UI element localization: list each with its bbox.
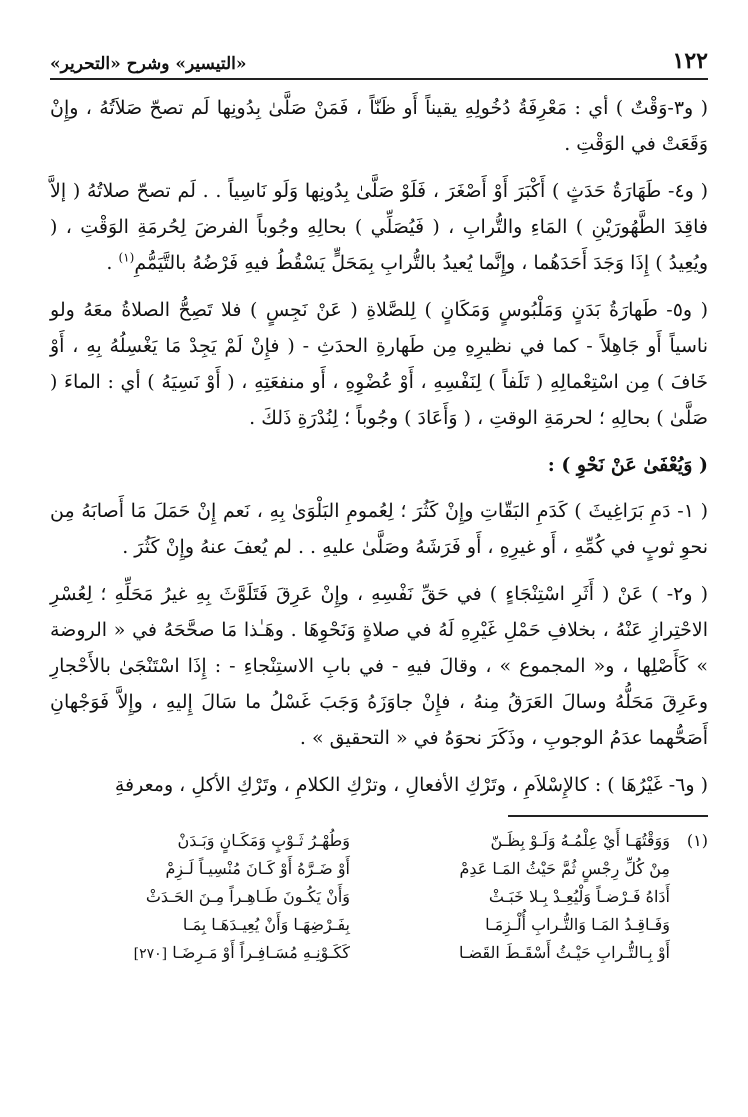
verse-line: وَطُهْـرُ ثَـوْبٍ وَمَكَـانٍ وَبَـدَنْ <box>177 831 350 850</box>
page-header <box>50 40 708 74</box>
footnote-number: (١) <box>686 831 708 850</box>
verse-line: مِنْ كُلِّ رِجْسٍ ثُمَّ حَيْثُ المَـا عَدِمْ <box>459 859 670 878</box>
paragraph-others: ( و٦- غَيْرُهَا ) : كالإِسْلاَمِ ، وتَرْكِ الأفعالِ ، وترْكِ الكلامِ ، وتَرْكِ الأكلِ ، ومعرفةِ <box>114 774 708 796</box>
header-rule <box>50 78 708 80</box>
verse-line-last <box>50 939 350 968</box>
verse-line: وَأَنْ يَكُـونَ طَـاهِـراً مِـنَ الحَـدَثْ <box>145 887 350 906</box>
paragraph-istinja-trace: ( و٢- ) عَنْ ( أَثَرِ اسْتِنْجَاءٍ ) في حَقِّ نَفْسِهِ ، وإِنْ عَرِقَ فَتَلَوَّثَ بِهِ غيرُ مَحَلِّهِ ؛ لِعُسْرِ الاحْتِرازِ عَنْهُ ، بخلافِ حَمْلِ غَيْرِهِ لَهُ في صلاةٍ وَنَحْوِهَا . وهَـٰذا مَا صحَّحَهُ في « الروضة » كَأَصْلِها ، و« المجموع » ، وقالَ فيهِ - في بابِ الاستِنْجاءِ - : إِذَا اسْتَنْجَىٰ بالأَحْجارِ وعَرِقَ مَحَلُّهُ وسالَ العَرَقُ مِنهُ ، فإِنْ جاوَزَهُ وَجَبَ غَسْلُ ما سَالَ إِليهِ ، وإِلاَّ فَوَجْهانِ أَصَحُّهما عدَمُ الوجوبِ ، وذَكَرَ نحوَهُ في « التحقيق » . <box>50 583 708 749</box>
footnote-reference[interactable]: (١) <box>118 250 135 265</box>
section-heading: ( وَيُعْفَىٰ عَنْ نَحْوِ ) : <box>547 454 708 476</box>
verse-line: بِفَـرْضِهَـا وَأَنْ يُعِيـدَهَـا بِمَـا <box>182 915 350 934</box>
verse-line: وَوَقْتُهَـا أَيْ عِلْمُـهُ وَلَـوْ بِظَـنّ <box>490 831 670 850</box>
verse-line: كَكَـوْنِـهِ مُسَـافِـراً أَوْ مَـرِضَـا <box>172 943 350 962</box>
page-number: ١٢٢ <box>672 48 708 74</box>
paragraph-text: ( و٤- طَهَارَةُ حَدَثٍ ) أَكْبَرَ أَوْ أَصْغَرَ ، فَلَوْ صَلَّىٰ بِدُونِها وَلَو نَاسِياً . . لَم تصحّ صلاتُهُ ( إلاَّ فاقِدَ الطَّهُورَيْنِ ) المَاءِ والتُّرابِ ، ( فَيُصَلِّي ) بحالِهِ وجُوباً الفرضَ لِحُرمَةِ الوَقْتِ ، ( ويُعِيدُ ) إِذَا وَجَدَ أَحَدَهُما ، وإِنَّما يُعيدُ بالتُّرابِ بِمَحَلٍّ يَسْقُطُ فيهِ فَرْضُهُ بالتَّيَمُّمِ <box>50 180 708 274</box>
footnote-rule <box>508 815 708 817</box>
verse-line: أَوْ بِـالتُّـرابِ حَيْـثُ أَسْقَـطَ القَضـا <box>458 943 670 962</box>
page <box>50 40 708 1100</box>
verse-column-left <box>50 827 370 968</box>
paragraph-flea-blood: ( ١- دَمِ بَرَاغِيثَ ) كَدَمِ البَقّاتِ وإِنْ كَثُرَ ؛ لِعُمومِ البَلْوَىٰ بِهِ ، نَعم إِنْ حَمَلَ مَا أَصابَهُ مِن نحوِ ثوبٍ في كُمِّهِ ، أَو غيرِهِ ، أَو فَرَشَهُ وصَلَّىٰ عليهِ . . لم يُعفَ عنهُ وإِنْ كَثُرَ . <box>50 500 708 558</box>
paragraph-purity-from-hadath <box>50 173 708 281</box>
main-text <box>50 90 708 803</box>
paragraph-purity-from-najis: ( و٥- طَهارَةُ بَدَنٍ وَمَلْبُوسٍ وَمَكَانٍ ) لِلصَّلاةِ ( عَنْ نَجِسٍ ) فلا تَصِحُّ الصلاةُ معَهُ ولو ناسياً أَو جَاهِلاً - كما في نظيرِهِ مِن طَهارةِ الحدَثِ - ( فإِنْ لَمْ يَجِدْ مَا يَغْسِلُهُ بِهِ ، أَوْ خَافَ ) مِن اسْتِعْمالِهِ ( تَلَفاً ) لِنَفْسِهِ ، أَوْ عُضْوِهِ ، أَو منفعَتِهِ ، ( أَوْ نَسِيَهُ ) أي : الماءَ ( صَلَّىٰ ) بحالِهِ ؛ لحرمَةِ الوقتِ ، ( وَأَعَادَ ) وجُوباً ؛ لِنُدْرَةِ ذَلكَ . <box>50 299 708 429</box>
paragraph-time: ( و٣-وَقْتٌ ) أي : مَعْرِفَةُ دُخُولِهِ يقيناً أَو ظَنّاً ، فَمَنْ صَلَّىٰ بِدُونِها لَم تصحّ صَلاَتُهُ ، وإِنْ وَقَعَتْ في الوَقْتِ . <box>50 97 708 155</box>
verse-line: أَدَاهُ فَـرْضـاً وَلْيُعِـدْ بِـلا خَبَـثْ <box>488 887 670 906</box>
verse-column-right <box>370 827 670 968</box>
verse-line: أَوْ ضَـرَّهُ أَوْ كَـانَ مُنْسِيـاً لَـزِمْ <box>165 859 350 878</box>
footnote <box>50 827 708 968</box>
verse-line: وَفَـاقِـدُ المَـا وَالتُّـرابِ أُلْـزِمَـا <box>485 915 670 934</box>
verse-count: [٢٧٠] <box>133 946 168 962</box>
paragraph-end: . <box>106 252 119 274</box>
running-title: «التيسير» وشرح «التحرير» <box>50 54 247 74</box>
